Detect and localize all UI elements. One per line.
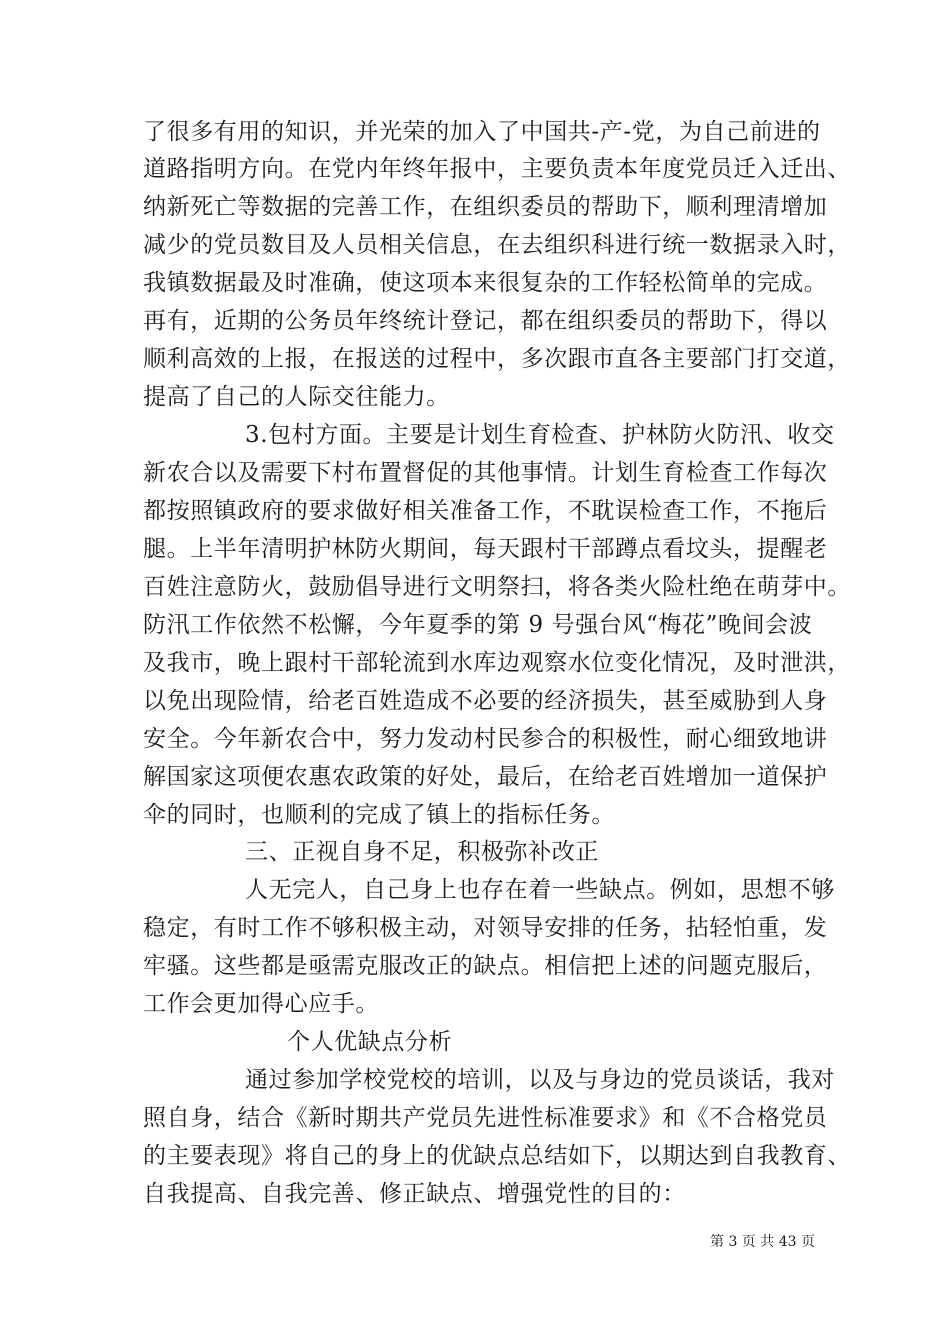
text-line: 都按照镇政府的要求做好相关准备工作，不耽误检查工作，不拖后 [143,498,828,524]
paragraph-heading-village: 3.包村方面。主要是计划生育检查、护林防火防汛、收交 [245,422,835,448]
text-line: 我镇数据最及时准确，使这项本来很复杂的工作轻松简单的完成。 [143,270,828,296]
text-line: 人无完人，自己身上也存在着一些缺点。例如，思想不够 [245,877,835,903]
text-line: 道路指明方向。在党内年终年报中，主要负责本年度党员迁入迁出、 [143,156,851,182]
article-title: 个人优缺点分析 [287,1029,453,1055]
text-line: 了很多有用的知识，并光荣的加入了中国共-产-党，为自己前进的 [143,119,821,145]
text-line: 解国家这项便农惠农政策的好处，最后，在给老百姓增加一道保护 [143,764,828,790]
text-line: 安全。今年新农合中，努力发动村民参合的积极性，耐心细致地讲 [143,726,828,752]
text-line: 新农合以及需要下村布置督促的其他事情。计划生育检查工作每次 [143,460,828,486]
text-line: 牢骚。这些都是亟需克服改正的缺点。相信把上述的问题克服后， [143,953,828,979]
text-line: 以免出现险情，给老百姓造成不必要的经济损失，甚至威胁到人身 [143,688,828,714]
text-line: 纳新死亡等数据的完善工作，在组织委员的帮助下，顺利理清增加 [143,194,828,220]
text-line: 照自身，结合《新时期共产党员先进性标准要求》和《不合格党员 [143,1105,828,1131]
text-line: 自我提高、自我完善、修正缺点、增强党性的目的： [143,1181,686,1207]
text-line: 百姓注意防火，鼓励倡导进行文明祭扫，将各类火险杜绝在萌芽中。 [143,574,851,600]
text-line: 稳定，有时工作不够积极主动，对领导安排的任务，拈轻怕重，发 [143,915,828,941]
text-line: 腿。上半年清明护林防火期间，每天跟村干部蹲点看坟头，提醒老 [143,536,828,562]
text-line: 提高了自己的人际交往能力。 [143,384,450,410]
text-line: 防汛工作依然不松懈，今年夏季的第 9 号强台风“梅花”晚间会波 [143,612,813,638]
text-line: 再有，近期的公务员年终统计登记，都在组织委员的帮助下，得以 [143,308,828,334]
text-line: 减少的党员数目及人员相关信息，在去组织科进行统一数据录入时， [143,232,851,258]
text-line: 伞的同时，也顺利的完成了镇上的指标任务。 [143,802,615,828]
text-line: 的主要表现》将自己的身上的优缺点总结如下，以期达到自我教育、 [143,1143,851,1169]
page-number: 第 3 页 共 43 页 [710,1234,815,1250]
text-line: 工作会更加得心应手。 [143,991,379,1017]
text-line: 及我市，晚上跟村干部轮流到水库边观察水位变化情况，及时泄洪， [143,650,851,676]
text-line: 顺利高效的上报，在报送的过程中，多次跟市直各主要部门打交道， [143,346,851,372]
section-heading: 三、正视自身不足，积极弥补改正 [245,839,599,865]
text-line: 通过参加学校党校的培训，以及与身边的党员谈话，我对 [245,1067,835,1093]
